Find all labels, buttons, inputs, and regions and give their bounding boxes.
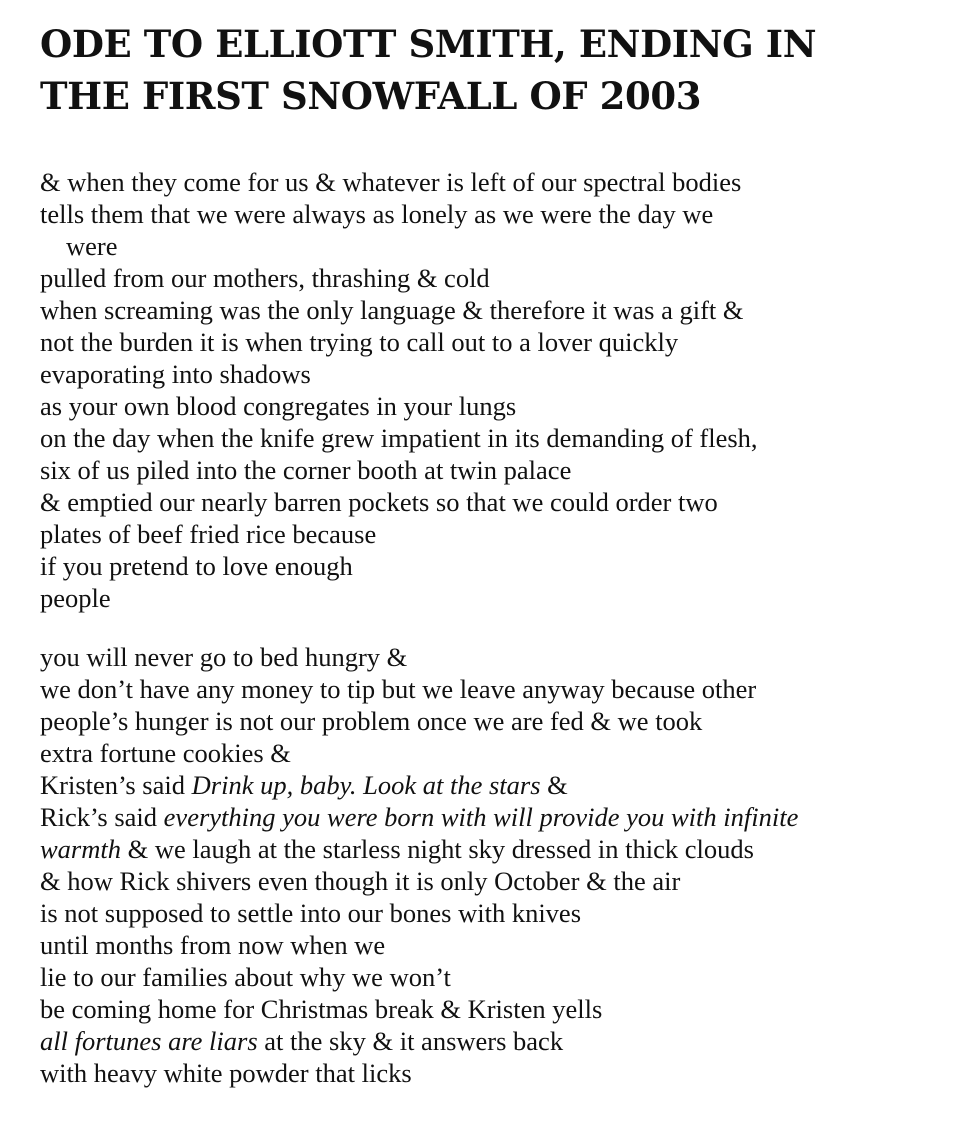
poem-line: plates of beef fried rice because	[40, 519, 377, 549]
line-text: at the sky & it answers back	[257, 1026, 564, 1056]
poem-line-quote	[40, 1025, 940, 1057]
italic-quote: all fortunes are liars	[40, 1026, 258, 1056]
poem-line: tells them that we were always as lonely as we were the day we	[40, 199, 714, 229]
poem-line: you will never go to bed hungry &	[40, 642, 408, 672]
title-line-1: ODE TO ELLIOTT SMITH, ENDING IN	[40, 22, 817, 66]
poem-line-quote	[40, 769, 940, 801]
title-line-2: THE FIRST SNOWFALL OF 2003	[40, 74, 702, 118]
poem-line: as your own blood congregates in your lungs	[40, 391, 517, 421]
poem-line: & emptied our nearly barren pockets so that we could order two	[40, 487, 718, 517]
poem-line: lie to our families about why we won’t	[40, 962, 451, 992]
poem-line: not the burden it is when trying to call out to a lover quickly	[40, 327, 679, 357]
poem-line: pulled from our mothers, thrashing & cold	[40, 263, 490, 293]
poem-line-quote	[40, 801, 940, 833]
poem-line: when screaming was the only language & therefore it was a gift &	[40, 295, 744, 325]
poem-line: we don’t have any money to tip but we leave anyway because other	[40, 674, 757, 704]
poem-title	[40, 18, 940, 122]
poem-line: until months from now when we	[40, 930, 386, 960]
poem-line: & when they come for us & whatever is left of our spectral bodies	[40, 167, 742, 197]
line-text: Rick’s said	[40, 802, 164, 832]
poem-line: on the day when the knife grew impatient in its demanding of flesh,	[40, 423, 758, 453]
italic-quote: Drink up, baby. Look at the stars	[191, 770, 541, 800]
line-text: & we laugh at the starless night sky dressed in thick clouds	[121, 834, 754, 864]
poem-line: evaporating into shadows	[40, 359, 311, 389]
poem-line: be coming home for Christmas break & Kristen yells	[40, 994, 603, 1024]
stanza-1	[40, 166, 940, 614]
poem-line: & how Rick shivers even though it is only October & the air	[40, 866, 681, 896]
italic-quote: warmth	[40, 834, 121, 864]
poem-line: is not supposed to settle into our bones with knives	[40, 898, 582, 928]
poem-line: with heavy white powder that licks	[40, 1058, 412, 1088]
poem-line-continuation: were	[66, 231, 118, 261]
poem-line: people’s hunger is not our problem once we are fed & we took	[40, 706, 703, 736]
poem-line: people	[40, 583, 111, 613]
poem-page	[40, 18, 940, 1089]
poem-line-quote	[40, 833, 940, 865]
line-text: &	[540, 770, 568, 800]
stanza-2	[40, 641, 940, 1089]
italic-quote: everything you were born with will provide you with infinite	[163, 802, 799, 832]
poem-line: extra fortune cookies &	[40, 738, 291, 768]
poem-line: if you pretend to love enough	[40, 551, 353, 581]
line-text: Kristen’s said	[40, 770, 192, 800]
poem-line: six of us piled into the corner booth at twin palace	[40, 455, 572, 485]
